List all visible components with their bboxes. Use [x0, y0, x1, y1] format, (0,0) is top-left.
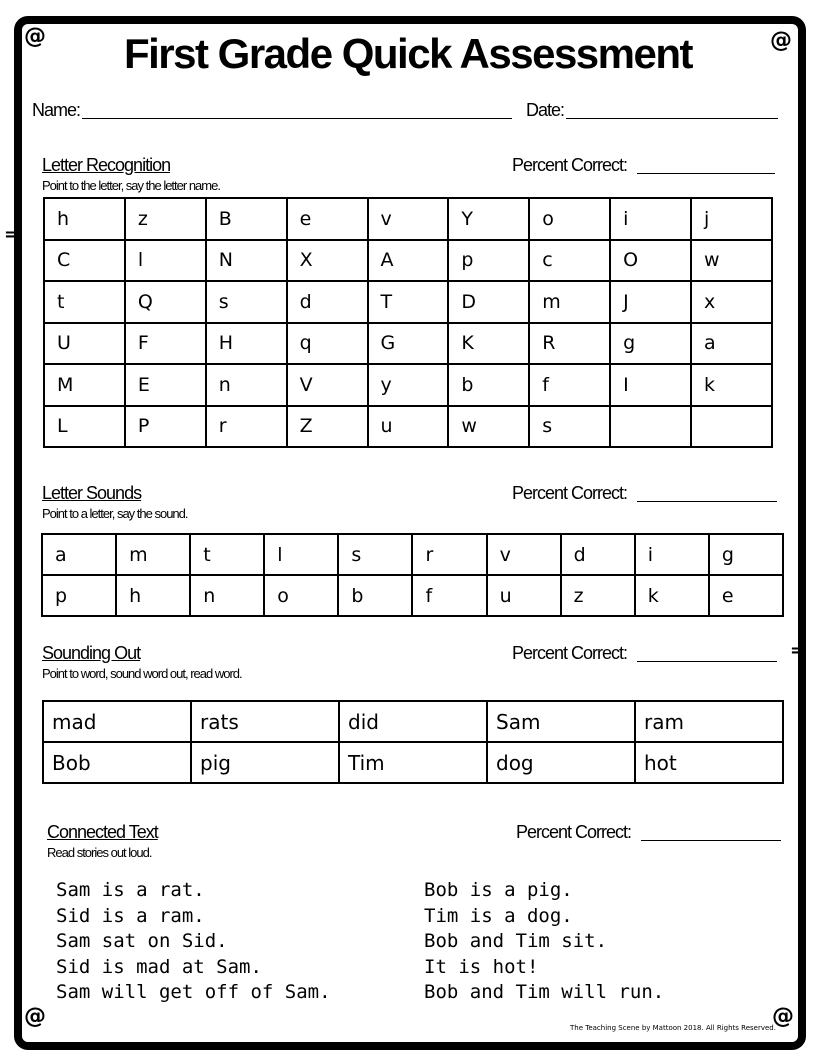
corner-swirl-icon: @	[772, 1004, 794, 1029]
table-cell: d	[287, 281, 368, 323]
percent-correct-label: Percent Correct:	[516, 822, 632, 842]
table-cell: U	[44, 323, 125, 365]
table-cell: f	[412, 575, 486, 616]
table-row	[44, 281, 772, 323]
table-cell: V	[287, 364, 368, 406]
section-title-letter-sounds: Letter Sounds	[42, 483, 142, 503]
table-cell: k	[635, 575, 709, 616]
table-cell: l	[264, 534, 338, 575]
table-cell: O	[610, 240, 691, 282]
story-line: It is hot!	[424, 955, 539, 978]
table-cell: h	[116, 575, 190, 616]
table-cell: rats	[191, 701, 339, 742]
table-row	[43, 701, 783, 742]
table-cell: t	[190, 534, 264, 575]
table-cell: q	[287, 323, 368, 365]
table-cell: e	[709, 575, 783, 616]
section-instruction: Point to a letter, say the sound.	[42, 506, 188, 521]
table-cell: pig	[191, 742, 339, 783]
table-row	[43, 742, 783, 783]
table-cell: t	[44, 281, 125, 323]
corner-swirl-icon: @	[770, 28, 792, 53]
table-cell: I	[610, 364, 691, 406]
table-cell: C	[44, 240, 125, 282]
table-cell: G	[368, 323, 449, 365]
table-cell: o	[529, 198, 610, 240]
table-cell: i	[610, 198, 691, 240]
table-cell: z	[125, 198, 206, 240]
table-row	[44, 406, 772, 448]
percent-correct-field[interactable]	[637, 661, 777, 662]
table-cell: R	[529, 323, 610, 365]
percent-correct-field[interactable]	[637, 173, 775, 174]
table-cell: j	[691, 198, 772, 240]
table-cell: z	[561, 575, 635, 616]
table-cell: p	[42, 575, 116, 616]
letter-sounds-table	[41, 533, 784, 617]
table-cell: u	[368, 406, 449, 448]
table-row	[44, 323, 772, 365]
table-cell: Q	[125, 281, 206, 323]
percent-correct-field[interactable]	[637, 501, 777, 502]
page-title: First Grade Quick Assessment	[123, 30, 693, 77]
story-line: Sam will get off of Sam.	[56, 981, 331, 1003]
table-cell: y	[368, 364, 449, 406]
table-cell: L	[44, 406, 125, 448]
copyright-text: The Teaching Scene by Mattoon 2018. All Rights Reserved.	[570, 1024, 776, 1032]
story-line: Sam is a rat.	[56, 879, 205, 901]
section-instruction: Point to the letter, say the letter name.	[42, 178, 220, 193]
story-line: Tim is a dog.	[424, 904, 573, 927]
table-cell: s	[338, 534, 412, 575]
table-cell: B	[206, 198, 287, 240]
section-title-connected-text: Connected Text	[47, 822, 158, 842]
table-cell: l	[125, 240, 206, 282]
table-cell: b	[448, 364, 529, 406]
table-cell: M	[44, 364, 125, 406]
table-cell: H	[206, 323, 287, 365]
name-label: Name:	[32, 100, 81, 120]
table-cell: g	[709, 534, 783, 575]
table-cell: T	[368, 281, 449, 323]
table-cell: A	[368, 240, 449, 282]
table-row	[44, 198, 772, 240]
table-cell: F	[125, 323, 206, 365]
table-cell	[691, 406, 772, 448]
table-cell	[610, 406, 691, 448]
table-cell: n	[190, 575, 264, 616]
doodle-mark-icon: =	[790, 640, 806, 661]
story-right	[424, 878, 664, 1006]
table-cell: w	[691, 240, 772, 282]
percent-correct-label: Percent Correct:	[512, 155, 628, 175]
table-cell: u	[487, 575, 561, 616]
corner-swirl-icon: @	[24, 1004, 46, 1029]
table-cell: P	[125, 406, 206, 448]
corner-swirl-icon: @	[24, 24, 46, 49]
table-cell: p	[448, 240, 529, 282]
name-field[interactable]	[82, 118, 512, 119]
table-cell: h	[44, 198, 125, 240]
story-line: Sam sat on Sid.	[56, 930, 228, 952]
table-row	[42, 575, 783, 616]
table-cell: c	[529, 240, 610, 282]
table-cell: i	[635, 534, 709, 575]
letter-recognition-table	[43, 197, 773, 448]
table-cell: D	[448, 281, 529, 323]
table-cell: Y	[448, 198, 529, 240]
table-cell: m	[116, 534, 190, 575]
table-cell: Bob	[43, 742, 191, 783]
table-cell: Sam	[487, 701, 635, 742]
table-cell: hot	[635, 742, 783, 783]
percent-correct-label: Percent Correct:	[512, 483, 628, 503]
table-cell: v	[368, 198, 449, 240]
story-left	[56, 878, 331, 1006]
table-cell: s	[206, 281, 287, 323]
table-cell: J	[610, 281, 691, 323]
table-cell: Tim	[339, 742, 487, 783]
table-cell: r	[412, 534, 486, 575]
table-row	[44, 240, 772, 282]
story-line: Bob and Tim will run.	[424, 981, 665, 1003]
story-line: Bob and Tim sit.	[424, 930, 608, 952]
table-cell: ram	[635, 701, 783, 742]
table-cell: v	[487, 534, 561, 575]
table-cell: b	[338, 575, 412, 616]
table-row	[44, 364, 772, 406]
table-cell: X	[287, 240, 368, 282]
table-cell: g	[610, 323, 691, 365]
percent-correct-field[interactable]	[641, 840, 781, 841]
section-instruction: Point to word, sound word out, read word.	[42, 666, 242, 681]
table-cell: a	[42, 534, 116, 575]
table-cell: r	[206, 406, 287, 448]
table-cell: Z	[287, 406, 368, 448]
story-line: Bob is a pig.	[424, 879, 573, 901]
table-cell: x	[691, 281, 772, 323]
date-label: Date:	[526, 100, 565, 120]
table-cell: e	[287, 198, 368, 240]
percent-correct-label: Percent Correct:	[512, 643, 628, 663]
sounding-out-table	[42, 700, 784, 784]
table-cell: mad	[43, 701, 191, 742]
table-cell: K	[448, 323, 529, 365]
table-cell: f	[529, 364, 610, 406]
table-cell: o	[264, 575, 338, 616]
doodle-mark-icon: =	[4, 224, 20, 245]
table-cell: E	[125, 364, 206, 406]
section-title-letter-recognition: Letter Recognition	[42, 155, 171, 175]
table-row	[42, 534, 783, 575]
table-cell: d	[561, 534, 635, 575]
story-line: Sid is a ram.	[56, 904, 205, 927]
date-field[interactable]	[566, 118, 778, 119]
table-cell: s	[529, 406, 610, 448]
table-cell: a	[691, 323, 772, 365]
table-cell: k	[691, 364, 772, 406]
table-cell: dog	[487, 742, 635, 783]
story-line: Sid is mad at Sam.	[56, 955, 262, 978]
table-cell: n	[206, 364, 287, 406]
table-cell: N	[206, 240, 287, 282]
table-cell: m	[529, 281, 610, 323]
section-title-sounding-out: Sounding Out	[42, 643, 141, 663]
table-cell: did	[339, 701, 487, 742]
section-instruction: Read stories out loud.	[47, 845, 152, 860]
table-cell: w	[448, 406, 529, 448]
